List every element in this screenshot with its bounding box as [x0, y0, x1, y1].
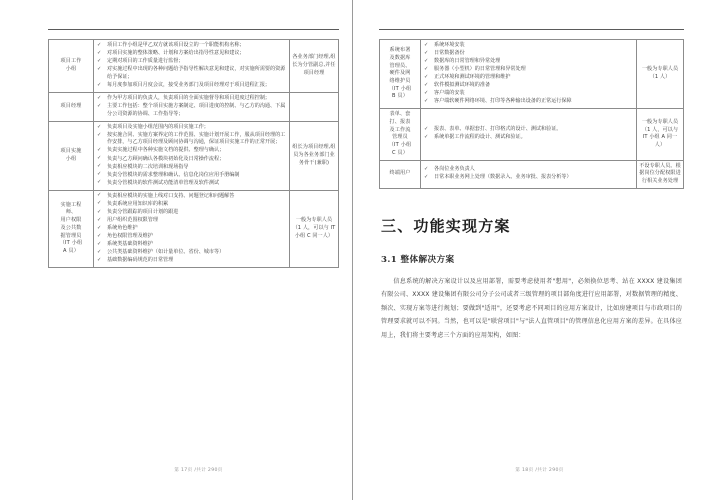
duty-item [96, 180, 287, 188]
check-icon: ✓ [97, 65, 102, 72]
role-line: 小组 [65, 155, 77, 162]
duties-cell [94, 92, 290, 121]
duty-text: 数据库的日常管理和异常处理 [434, 58, 501, 65]
duty-item [96, 217, 287, 225]
duties-cell [94, 121, 290, 190]
table-body-right [380, 40, 684, 189]
table-row [380, 109, 684, 160]
duty-text: 系统环境安装 [434, 42, 465, 48]
duty-text: 项目工作小组是甲乙双方就该项目设立的一个职能机构名称； [107, 42, 245, 48]
duty-text: 负责系统应用知识库的积累 [107, 200, 169, 207]
duties-cell [94, 40, 290, 93]
duty-item [96, 193, 287, 201]
table-body-left [49, 40, 339, 268]
check-icon: ✓ [97, 49, 102, 56]
duty-item [96, 156, 287, 164]
duty-item [96, 58, 287, 66]
duties-cell [421, 160, 637, 188]
role-line: 项目经理 [60, 102, 82, 109]
check-icon: ✓ [97, 57, 102, 64]
note-cell: 不设专职人员。根据岗位分配权限进行相关业务处理 [637, 160, 684, 188]
table-row [49, 92, 339, 121]
role-line: 师、 [65, 209, 77, 216]
check-icon: ✓ [97, 232, 102, 239]
role-line: 硬件及网 [389, 70, 411, 77]
check-icon: ✓ [97, 256, 102, 263]
check-icon: ✓ [424, 41, 429, 48]
duty-item [423, 50, 634, 58]
role-line: 项目工作 [60, 58, 82, 65]
duty-item [96, 241, 287, 249]
duty-item [96, 164, 287, 172]
page-right [353, 0, 706, 500]
duty-text: 每月度参加项目月度会议，接受业务部门及项目经理对于项目进程汇报； [107, 81, 271, 88]
duty-item [96, 257, 287, 265]
duties-list [96, 42, 287, 90]
check-icon: ✓ [97, 248, 102, 255]
check-icon: ✓ [97, 240, 102, 247]
check-icon: ✓ [424, 65, 429, 72]
duty-item [423, 42, 634, 50]
duty-text: 按实施合同、实施方案界定的工作范围、实施计划开展工作，服从项目经理的工作安排，与乙方项目经理及顾问协调与沟通，保证项目实施工作的正常开展； [107, 131, 286, 146]
check-icon: ✓ [424, 174, 429, 181]
duty-text: 系统角色维护 [107, 224, 138, 231]
duty-item [423, 126, 634, 134]
role-line: 系统布署 [389, 47, 411, 54]
check-icon: ✓ [97, 179, 102, 186]
role-line: 管理员 [392, 134, 408, 141]
duty-item [423, 174, 634, 182]
duty-item [96, 147, 287, 155]
duty-item [96, 42, 287, 50]
duties-cell [94, 190, 290, 267]
duty-item [423, 134, 634, 142]
duty-text: 对实施过程中出现的各种问题给予指导性解决意见和建议，对实施所需要的资源给予保证； [107, 66, 286, 80]
table-row [380, 40, 684, 109]
check-icon: ✓ [424, 166, 429, 173]
duty-item [96, 201, 287, 209]
check-icon: ✓ [97, 208, 102, 215]
check-icon: ✓ [424, 134, 429, 141]
duty-item [96, 95, 287, 103]
duty-text: 负责相应模块的二次培训和现场指导 [107, 163, 189, 170]
body-paragraph: 信息系统的解决方案设计以及应用部署，需要考虑使用者"想用"，必须换位思考、站在 XXXX 建设集团有限公司、XXXX 建设集团有限公司分子公司或者三级管理的项目部角度进行应用部署，对数据管理的精度、频次、实现方案等进行规划；要做到"适用"，还要考虑不同项目的应用方案设计，比如房建项目与市政项目的管理要求就可以不同。当然，也可以是"联营项目"与"法人直管项目"的管理信息化应用方案的差异。在具体应用上，我们将主要考虑三个方面的应用架构，如图： [381, 277, 682, 339]
duty-item [423, 90, 634, 98]
duty-item [96, 82, 287, 90]
check-icon: ✓ [424, 90, 429, 96]
table-row [49, 121, 339, 190]
check-icon: ✓ [97, 155, 102, 162]
duty-item [423, 58, 634, 66]
note-cell: 一般为专职人员（1 人，可以与 IT 小组 A 同一人） [637, 109, 684, 160]
check-icon: ✓ [97, 81, 102, 88]
page-left [0, 0, 353, 500]
duty-text: 负责相应模块的实施上线对口支持、问题登记和问题解答 [107, 192, 235, 199]
table-row [49, 40, 339, 93]
duty-item [423, 74, 634, 82]
check-icon: ✓ [424, 49, 429, 56]
note-cell [290, 92, 339, 121]
check-icon: ✓ [424, 57, 429, 64]
duty-text: 负责分管跟踪的项目计划的跟进 [107, 208, 179, 215]
duty-text: 报表、表单、单据套打、打印格式的设计、测试和验证。 [434, 126, 562, 133]
role-line: 项目实施 [60, 147, 82, 154]
role-cell [49, 92, 94, 121]
role-line: 络维护员 [389, 77, 411, 84]
check-icon: ✓ [97, 163, 102, 170]
duty-item [96, 132, 287, 147]
duty-text: 作为甲方项目的负责人，负责项目的全面实施督导和项目进度过程控制； [107, 94, 271, 101]
duty-item [96, 209, 287, 217]
role-line: 据管理员 [60, 232, 82, 239]
note-cell: 各业务部门经理,组长为分管副总,并任项目经理 [290, 40, 339, 93]
duty-item [96, 249, 287, 257]
check-icon: ✓ [424, 73, 429, 80]
duty-text: 服务器（小型机）的日常管理和异常处理 [434, 66, 526, 73]
check-icon: ✓ [424, 98, 429, 105]
section-heading: 三、功能实现方案 [381, 216, 511, 235]
note-cell: 组长为项目经理,组员为各业务部门业务骨干(兼职) [290, 121, 339, 190]
check-icon: ✓ [97, 94, 102, 101]
role-line: 实施工程 [60, 201, 82, 208]
duty-item [423, 82, 634, 90]
duty-text: 日常本职业务网上处理（数据录入、业务审批、报表分析等） [434, 174, 572, 181]
sub-heading: 3.1 整体解决方案 [381, 254, 455, 265]
check-icon: ✓ [97, 216, 102, 223]
role-line: （IT 小组 [59, 240, 83, 247]
duty-text: 负责项目及实施小组范围内的项目实施工作； [107, 123, 209, 130]
duty-text: 对项目实施的整体策略、计划和方案给出指导性意见和建议； [107, 50, 245, 57]
duty-text: 基础数据编码规范的日常管理 [107, 256, 174, 263]
role-line: 表单、套 [389, 111, 411, 118]
role-line: （IT 小组 [388, 85, 412, 92]
duty-text: 正式环境和测试环境的管理和维护 [434, 74, 511, 81]
duty-text: 日常数据备份 [434, 50, 465, 57]
role-line: 终端用户 [389, 170, 411, 177]
role-line: 管理员、 [389, 62, 411, 69]
role-line: 打、报表 [389, 118, 411, 125]
role-line: 及工作流 [389, 126, 411, 133]
roles-responsibilities-table-right [379, 39, 684, 189]
duties-cell [421, 40, 637, 109]
duty-item [423, 66, 634, 74]
role-cell [49, 40, 94, 93]
duty-text: 系统类基础资料维护 [107, 240, 153, 247]
duty-text: 负责实施过程中各种实施文档的提供、整理与确认； [107, 147, 225, 154]
duty-item [96, 172, 287, 180]
duty-item [96, 225, 287, 233]
duty-text: 公共类基础资料维护（如计量单位、省份、城市等） [107, 248, 225, 255]
duties-list [96, 193, 287, 265]
note-cell: 一般为专职人员（1 人） [637, 40, 684, 109]
roles-responsibilities-table-left [48, 39, 339, 268]
role-line: 小组 [65, 65, 77, 72]
role-line: （IT 小组 [388, 142, 412, 149]
role-line: 用户权限 [60, 217, 82, 224]
role-line: 及数据库 [389, 54, 411, 61]
role-cell [380, 160, 421, 188]
duty-item [423, 166, 634, 174]
duty-text: 主要工作包括：整个项目实施方案制定、项目进度的控制、与乙方的沟通、下属分公司资源的协调、工作指导等； [107, 102, 286, 117]
duty-item [96, 233, 287, 241]
role-cell [380, 40, 421, 109]
role-line: C 员） [392, 149, 408, 156]
check-icon: ✓ [97, 192, 102, 199]
duties-list [96, 95, 287, 119]
role-cell [49, 190, 94, 267]
page-footer-left: 第 17页 /共计 290页 [174, 468, 223, 473]
note-cell: 一般为专职人员（1 人，可以与 IT 小组 C 同一人） [290, 190, 339, 267]
duty-text: 负责分管模块的需求整理和确认、信息化岗位应用手册编制 [107, 171, 240, 178]
duty-item [423, 98, 634, 106]
check-icon: ✓ [424, 81, 429, 88]
check-icon: ✓ [97, 102, 102, 109]
page-footer-right: 第 18页 /共计 290页 [515, 468, 564, 473]
duty-text: 角色权限管理及维护 [107, 232, 153, 239]
duties-list [96, 124, 287, 188]
duty-text: 负责分管模块的软件测试功能清单管理及软件测试 [107, 179, 220, 186]
table-row [49, 190, 339, 267]
duties-list [423, 166, 634, 182]
page-header-rule-right [379, 29, 684, 30]
duty-item [96, 103, 287, 118]
check-icon: ✓ [97, 123, 102, 130]
duty-text: 各岗位业务负责人 [434, 166, 475, 173]
role-cell [49, 121, 94, 190]
check-icon: ✓ [97, 41, 102, 48]
table-row [380, 160, 684, 188]
duties-cell [421, 109, 637, 160]
duties-list [423, 126, 634, 142]
duty-text: 负责与乙方顾问确认各模块初始化及日常操作流程； [107, 155, 225, 162]
duty-item [96, 124, 287, 132]
check-icon: ✓ [97, 147, 102, 154]
role-line: A 员） [63, 248, 79, 255]
check-icon: ✓ [97, 131, 102, 138]
duty-item [96, 66, 287, 81]
check-icon: ✓ [97, 171, 102, 178]
duty-text: 定期对项目的工作质量进行监督； [107, 58, 184, 65]
duty-text: 系统单据工作流程的设计、测试和验证。 [434, 134, 526, 141]
check-icon: ✓ [97, 224, 102, 231]
duty-item [96, 50, 287, 58]
duty-text: 软件模拟测试环境的准备 [434, 82, 491, 89]
duty-text: 用户组织范围权限管理 [107, 216, 158, 223]
duty-text: 客户端软硬件网络环境、打印等各种输出设备的正常运行保障 [434, 98, 572, 105]
role-line: B 员） [392, 93, 408, 100]
check-icon: ✓ [97, 200, 102, 207]
check-icon: ✓ [424, 126, 429, 133]
page-header-rule-left [48, 29, 339, 30]
duties-list [423, 42, 634, 106]
duty-text: 客户端的安装 [434, 90, 465, 97]
role-cell [380, 109, 421, 160]
role-line: 及公共数 [60, 224, 82, 231]
